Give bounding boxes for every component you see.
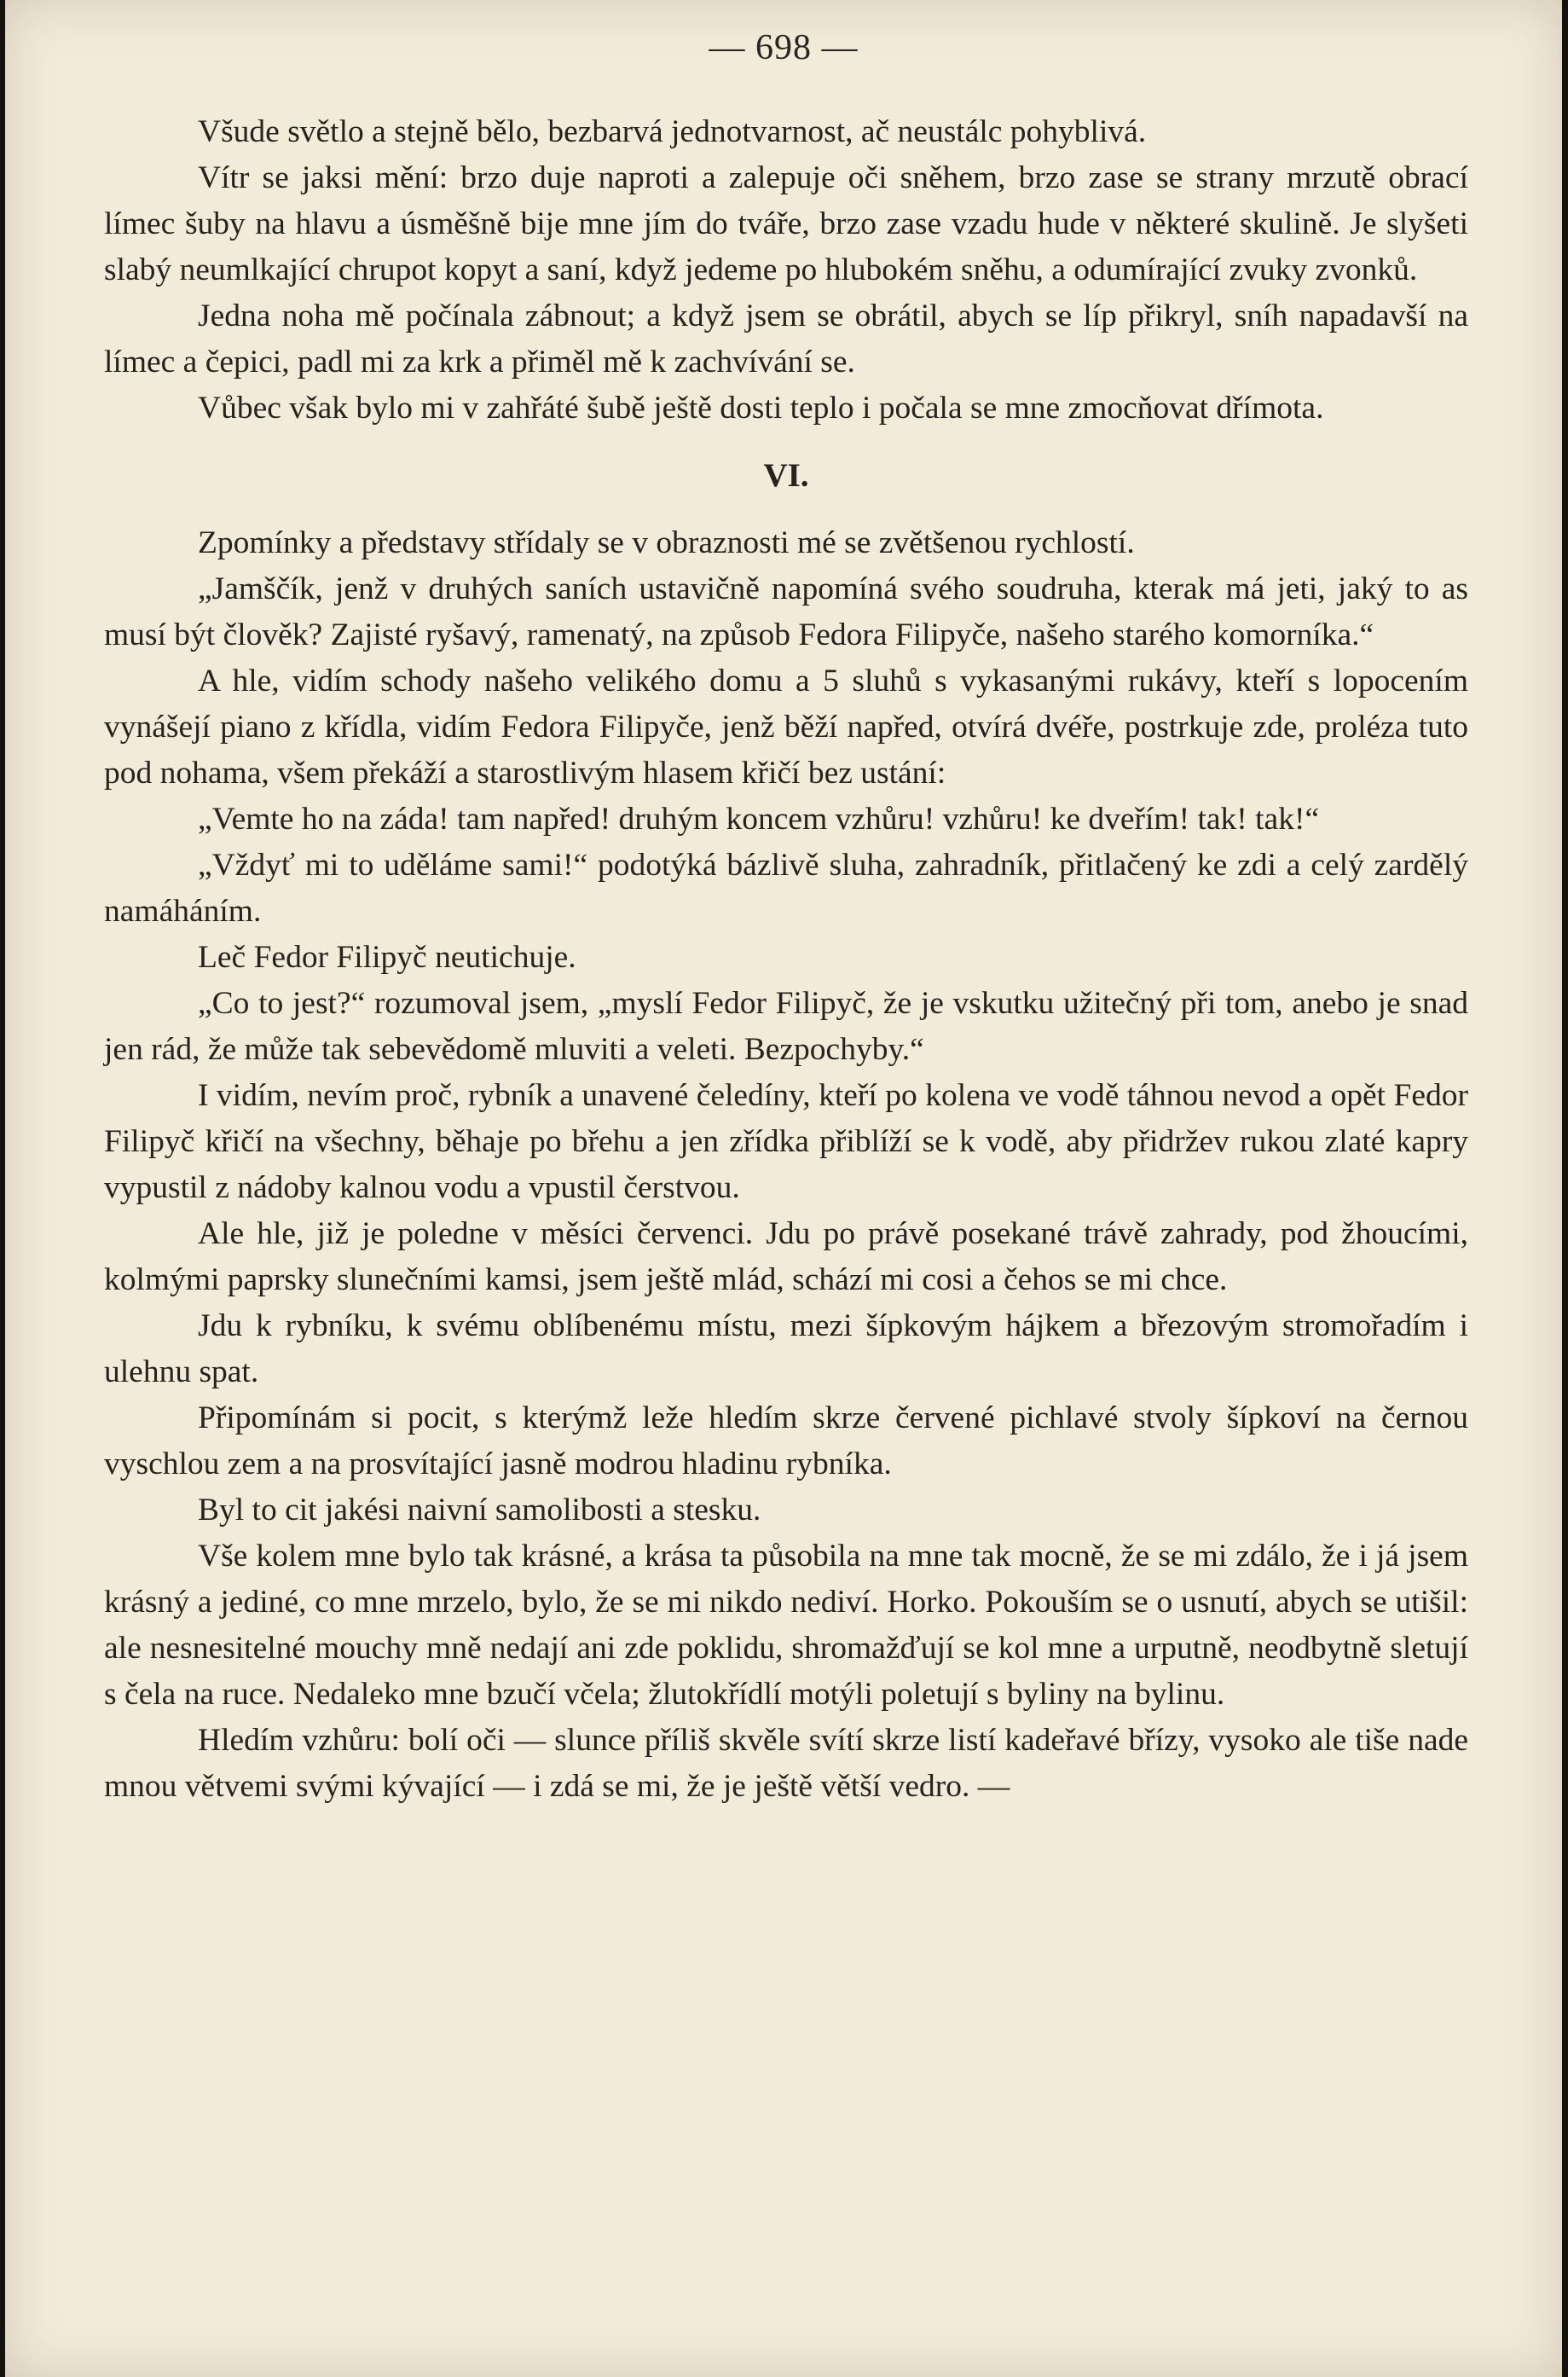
paragraph: Připomínám si pocit, s kterýmž leže hledím skrze červené pichlavé stvoly šípkoví na černou vyschlou zem a na prosvítající jasně modrou hladinu rybníka. — [104, 1400, 1468, 1481]
paragraph: „Co to jest?“ rozumoval jsem, „myslí Fedor Filipyč, že je vskutku užitečný při tom, anebo je snad jen rád, že může tak sebevědomě mluviti a veleti. Bezpochyby.“ — [104, 986, 1468, 1067]
paragraph: Vůbec však bylo mi v zahřáté šubě ještě dosti teplo i počala se mne zmocňovat dřímota. — [198, 391, 1324, 426]
paragraph: A hle, vidím schody našeho velikého domu a 5 sluhů s vykasanými rukávy, kteří s lopocením vynášejí piano z křídla, vidím Fedora Filipyče, jenž běží napřed, otvírá dvéře, postrkuje zde, proléza tuto pod nohama, všem překáží a starostlivým hlasem křičí bez ustání: — [104, 664, 1468, 791]
paragraph: Jdu k rybníku, k svému oblíbenému místu, mezi šípkovým hájkem a březovým stromořadím i ulehnu spat. — [104, 1308, 1468, 1389]
paragraph: Jedna noha mě počínala zábnout; a když jsem se obrátil, abych se líp přikryl, sníh napadavší na límec a čepici, padl mi za krk a přiměl mě k zachvívání se. — [104, 299, 1468, 380]
paragraph: Hledím vzhůru: bolí oči — slunce příliš skvěle svítí skrze listí kadeřavé břízy, vysoko ale tiše nade mnou větvemi svými kývající — i zdá se mi, že je ještě větší vedro. — — [104, 1723, 1468, 1804]
book-page — [5, 0, 1562, 2377]
text-block-after — [104, 520, 1468, 1810]
paragraph: I vidím, nevím proč, rybník a unavené čeledíny, kteří po kolena ve vodě táhnou nevod a opět Fedor Filipyč křičí na všechny, běhaje po břehu a jen zřídka přiblíží se k vodě, aby přidržev rukou zlaté kapry vypustil z nádoby kalnou vodu a vpustil čerstvou. — [104, 1078, 1468, 1205]
page-number: — 698 — — [709, 28, 859, 67]
text-block-before — [104, 109, 1468, 432]
page-body — [104, 109, 1468, 1810]
paragraph: Ale hle, již je poledne v měsíci červenci. Jdu po právě posekané trávě zahrady, pod žhoucími, kolmými paprsky slunečními kamsi, jsem ještě mlád, schází mi cosi a čehos se mi chce. — [104, 1216, 1468, 1297]
section-heading: VI. — [763, 457, 809, 494]
paragraph: „Jamščík, jenž v druhých saních ustavičně napomíná svého soudruha, kterak má jeti, jaký to as musí být člověk? Zajisté ryšavý, ramenatý, na způsob Fedora Filipyče, našeho starého komorníka.“ — [104, 571, 1468, 652]
paragraph: Leč Fedor Filipyč neutichuje. — [198, 940, 576, 975]
paragraph: Všude světlo a stejně bělo, bezbarvá jednotvarnost, ač neustálc pohyblivá. — [198, 114, 1147, 149]
paragraph: „Vemte ho na záda! tam napřed! druhým koncem vzhůru! vzhůru! ke dveřím! tak! tak!“ — [198, 802, 1320, 837]
paragraph: Byl to cit jakési naivní samolibosti a stesku. — [198, 1493, 761, 1528]
paragraph: Zpomínky a představy střídaly se v obraznosti mé se zvětšenou rychlostí. — [198, 525, 1135, 560]
paragraph: Vítr se jaksi mění: brzo duje naproti a zalepuje oči sněhem, brzo zase se strany mrzutě obrací límec šuby na hlavu a úsměšně bije mne jím do tváře, brzo zase vzadu hude v některé skulině. Je slyšeti slabý neumlkající chrupot kopyt a saní, když jedeme po hlubokém sněhu, a odumírající zvuky zvonků. — [104, 160, 1468, 287]
paragraph: „Vždyť mi to uděláme sami!“ podotýká bázlivě sluha, zahradník, přitlačený ke zdi a celý zardělý namáháním. — [104, 848, 1468, 929]
paragraph: Vše kolem mne bylo tak krásné, a krása ta působila na mne tak mocně, že se mi zdálo, že i já jsem krásný a jediné, co mne mrzelo, bylo, že se mi nikdo nediví. Horko. Pokouším se o usnutí, abych se utišil: ale nesnesitelné mouchy mně nedají ani zde poklidu, shromažďují se kol mne a urputně, neodbytně sletují s čela na ruce. Nedaleko mne bzučí včela; žlutokřídlí motýli poletují s byliny na bylinu. — [104, 1539, 1468, 1712]
